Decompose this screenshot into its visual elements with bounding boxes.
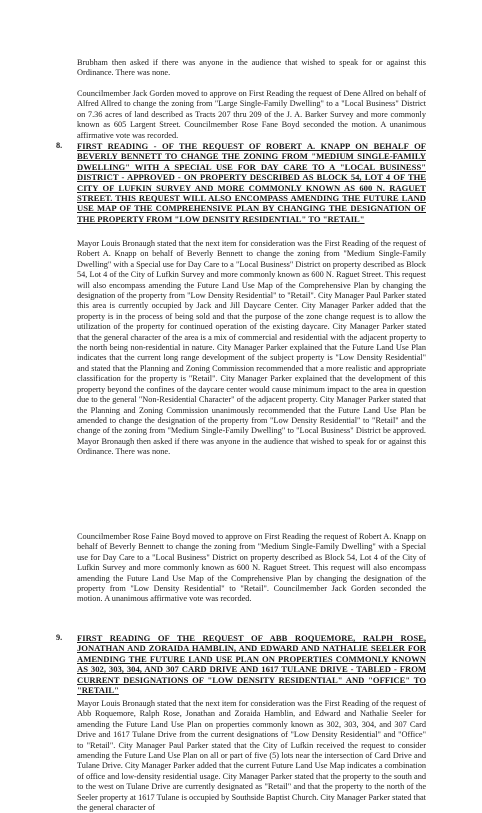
item-number: 9.	[56, 633, 63, 642]
item-8-motion: Councilmember Rose Faine Boyd moved to approve on First Reading the request of Robert A. Knapp on behalf of Beverly Bennett to change the zoning from "Medium Single-Family Dwelling" with a Special use for Day Care to a "Local Business" District on property described as Block 54, Lot 4 of the City of Lufkin Survey and more commonly known as 600 N. Raguet Street. This request will also encompass amending the Future Land Use Map of the Comprehensive Plan by changing the designation of the property from "Low Density Residential" to "Retail". Councilmember Jack Gorden seconded the motion. A unanimous affirmative vote was recorded.	[77, 532, 426, 604]
item-9-discussion: Mayor Louis Bronaugh stated that the next item for consideration was the First Reading of the request of Abb Roquemore, Ralph Rose, Jonathan and Zoraida Hamblin, and Edward and Nathalie Seeler for amending the Future Land Use Plan on properties commonly known as 302, 303, 304, and 307 Card Drive and 1617 Tulane Drive from the current designations of "Low Density Residential" and "Office" to "Retail". City Manager Paul Parker stated that the City of Lufkin received the request to consider amending the Future Land Use Plan on all or part of five (5) lots near the intersection of Card Drive and Tulane Drive. City Manager Parker added that the current Future Land Use Map indicates a combination of office and low-density residential usage. City Manager Parker stated that the property to the south and to the west on Tulane Drive are currently designated as "Retail" and that the property to the north of the Seeler property at 1617 Tulane is occupied by Southside Baptist Church. City Manager Parker stated that the general character of	[77, 699, 426, 813]
item-8-discussion: Mayor Louis Bronaugh stated that the next item for consideration was the First Reading of the request of Robert A. Knapp on behalf of Beverly Bennett to change the zoning from "Medium Single-Family Dwelling" with a Special use for Day Care to a "Local Business" District on property described as Block 54, Lot 4 of the City of Lufkin Survey and more commonly known as 600 N. Raguet Street. This request will also encompass amending the Future Land Use Map of the Comprehensive Plan by changing the designation of the property from "Low Density Residential" to "Retail". City Manager Paul Parker stated this area is currently occupied by Jack and Jill Daycare Center. City Manager Parker added that the property is in the process of being sold and that the purpose of the zone change request is to allow the utilization of the property for continued operation of the existing daycare. City Manager Parker stated that the general character of the area is a mix of commercial and residential with the adjacent property to the north being non-residential in nature. City Manager Parker explained that the Future Land Use Plan indicates that the current long range development of the subject property is "Low Density Residential" and stated that the Planning and Zoning Commission recommended that a more realistic and appropriate classification for the property is "Retail". City Manager Parker explained that the development of this property beyond the confines of the daycare center would cause minimum impact to the area in question due to the general "Non-Residential Character" of the adjacent property. City Manager Parker stated that the Planning and Zoning Commission unanimously recommended that the Future Land Use Plan be amended to change the designation of the property from "Low Density Residential" to "Retail" and the change of the zoning from "Medium Single-Family Dwelling" to "Local Business" District be approved. Mayor Bronaugh then asked if there was anyone in the audience that wished to speak for or against this Ordinance. There was none.	[77, 239, 426, 457]
item-heading: FIRST READING - OF THE REQUEST OF ROBERT A. KNAPP ON BEHALF OF BEVERLY BENNETT TO CHANGE THE ZONING FROM "MEDIUM SINGLE-FAMILY DWELLING" WITH A SPECIAL USE FOR DAY CARE TO A "LOCAL BUSINESS" DISTRICT - APPROVED - ON PROPERTY DESCRIBED AS BLOCK 54, LOT 4 OF THE CITY OF LUFKIN SURVEY AND MORE COMMONLY KNOWN AS 600 N. RAGUET STREET. THIS REQUEST WILL ALSO ENCOMPASS AMENDING THE FUTURE LAND USE MAP OF THE COMPREHENSIVE PLAN BY CHANGING THE DESIGNATION OF THE PROPERTY FROM "LOW DENSITY RESIDENTIAL" TO "RETAIL"	[77, 141, 426, 224]
opening-paragraph: Brubham then asked if there was anyone in the audience that wished to speak for or against this Ordinance. There was none.	[77, 58, 426, 78]
motion-paragraph-item-7: Councilmember Jack Gorden moved to approve on First Reading the request of Dene Allred on behalf of Alfred Allred to change the zoning from "Large Single-Family Dwelling" to a "Local Business" District on 7.36 acres of land described as Tracts 207 thru 209 of the J. A. Barker Survey and more commonly known as 605 Largent Street. Councilmember Rose Fane Boyd seconded the motion. A unanimous affirmative vote was recorded.	[77, 89, 426, 140]
item-heading: FIRST READING OF THE REQUEST OF ABB ROQUEMORE, RALPH ROSE, JONATHAN AND ZORAIDA HAMBLIN, AND EDWARD AND NATHALIE SEELER FOR AMENDING THE FUTURE LAND USE PLAN ON PROPERTIES COMMONLY KNOWN AS 302, 303, 304, AND 307 CARD DRIVE AND 1617 TULANE DRIVE - TABLED - FROM CURRENT DESIGNATIONS OF "LOW DENSITY RESIDENTIAL" AND "OFFICE" TO "RETAIL"	[77, 633, 426, 696]
item-number: 8.	[56, 141, 63, 150]
